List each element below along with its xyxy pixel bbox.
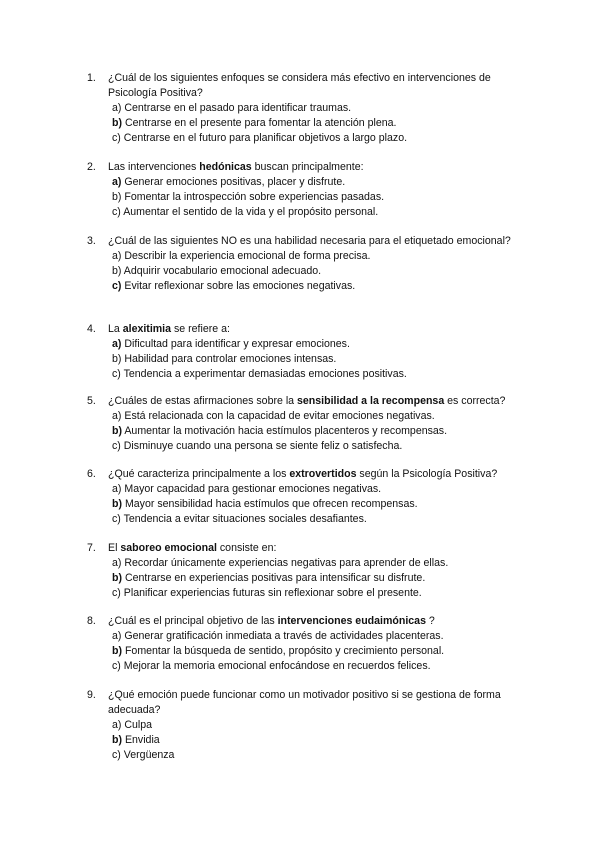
- option-letter: c): [112, 132, 121, 144]
- options-list: [92, 482, 532, 527]
- option-b: [112, 352, 532, 367]
- options-list: [92, 556, 532, 601]
- option-b: [112, 571, 532, 586]
- option-a: [112, 101, 532, 116]
- option-a: [112, 556, 532, 571]
- key-term: hedónicas: [199, 161, 252, 173]
- option-text: Generar emociones positivas, placer y disfrute.: [124, 176, 346, 188]
- question-text-segment: buscan principalmente:: [251, 161, 364, 173]
- option-c: [112, 279, 532, 294]
- option-b: [112, 424, 532, 439]
- option-c: [112, 439, 532, 454]
- option-letter: a): [112, 630, 122, 642]
- option-c: [112, 367, 532, 382]
- option-letter: c): [112, 280, 122, 292]
- question-text-segment: El: [108, 542, 121, 554]
- question-4: 4 La alexitimia se refiere a: a) Dificultad para identificar y expresar emociones. b) Habilidad para controlar emociones intensas. c) Tendencia a experimentar demasiadas emociones positivas.: [92, 322, 532, 382]
- question-text-segment: ¿Cuál de los siguientes enfoques se considera más efectivo en intervenciones de Psicología Positiva?: [108, 72, 491, 99]
- option-text: Recordar únicamente experiencias negativas para aprender de ellas.: [124, 557, 449, 569]
- option-text: Centrarse en el presente para fomentar la atención plena.: [124, 117, 397, 129]
- option-text: Culpa: [124, 719, 153, 731]
- option-a: [112, 409, 532, 424]
- option-text: Mayor capacidad para gestionar emociones negativas.: [124, 483, 382, 495]
- question-text-segment: La: [108, 323, 123, 335]
- option-b: [112, 116, 532, 131]
- option-letter: c): [112, 513, 121, 525]
- option-c: [112, 205, 532, 220]
- question-text: [92, 394, 532, 409]
- question-text-segment: ¿Cuál de las siguientes NO es una habilidad necesaria para el etiquetado emocional?: [108, 235, 511, 247]
- question-text-segment: se refiere a:: [171, 323, 230, 335]
- question-7: 7 El saboreo emocional consiste en: a) Recordar únicamente experiencias negativas para aprender de ellas. b) Centrarse en experiencias positivas para intensificar su disfrute. c) Planificar experiencias futuras sin reflexionar sobre el presente.: [92, 541, 532, 601]
- option-c: [112, 659, 532, 674]
- options-list: [92, 175, 532, 220]
- option-text: Adquirir vocabulario emocional adecuado.: [123, 265, 322, 277]
- option-c: [112, 748, 532, 763]
- option-letter: b): [112, 191, 122, 203]
- question-3: 3 ¿Cuál de las siguientes NO es una habilidad necesaria para el etiquetado emocional? a) Describir la experiencia emocional de forma precisa. b) Adquirir vocabulario emocional adecuado. c) Evitar reflexionar sobre las emociones negativas.: [92, 234, 532, 294]
- key-term: sensibilidad a la recompensa: [297, 395, 445, 407]
- option-text: Habilidad para controlar emociones intensas.: [124, 353, 337, 365]
- option-text: Vergüenza: [123, 749, 175, 761]
- option-text: Describir la experiencia emocional de forma precisa.: [124, 250, 371, 262]
- option-letter: c): [112, 368, 121, 380]
- option-text: Envidia: [124, 734, 160, 746]
- question-text-segment: según la Psicología Positiva?: [356, 468, 498, 480]
- option-text: Fomentar la introspección sobre experiencias pasadas.: [124, 191, 385, 203]
- option-a: [112, 482, 532, 497]
- option-letter: a): [112, 250, 122, 262]
- option-letter: b): [112, 572, 122, 584]
- key-term: saboreo emocional: [120, 542, 217, 554]
- option-letter: c): [112, 206, 121, 218]
- question-8: 8 ¿Cuál es el principal objetivo de las intervenciones eudaimónicas ? a) Generar gratificación inmediata a través de actividades placenteras. b) Fomentar la búsqueda de sentido, propósito y crecimiento personal. c) Mejorar la memoria emocional enfocándose en recuerdos felices.: [92, 614, 532, 674]
- option-text: Evitar reflexionar sobre las emociones negativas.: [124, 280, 356, 292]
- option-letter: b): [112, 353, 122, 365]
- option-letter: b): [112, 645, 122, 657]
- option-b: [112, 733, 532, 748]
- option-a: [112, 249, 532, 264]
- option-text: Centrarse en experiencias positivas para intensificar su disfrute.: [124, 572, 426, 584]
- option-text: Aumentar el sentido de la vida y el propósito personal.: [123, 206, 379, 218]
- question-text-segment: ?: [425, 615, 435, 627]
- question-text-segment: es correcta?: [444, 395, 506, 407]
- option-c: [112, 512, 532, 527]
- option-a: [112, 629, 532, 644]
- question-text: [92, 688, 532, 718]
- option-text: Aumentar la motivación hacia estímulos placenteros y recompensas.: [124, 425, 448, 437]
- option-letter: b): [112, 498, 122, 510]
- question-text: [92, 71, 532, 101]
- question-text: [92, 234, 532, 249]
- question-text-segment: consiste en:: [216, 542, 277, 554]
- options-list: [92, 101, 532, 146]
- option-letter: a): [112, 102, 122, 114]
- option-letter: a): [112, 719, 122, 731]
- options-list: [92, 409, 532, 454]
- question-text-segment: ¿Qué emoción puede funcionar como un motivador positivo si se gestiona de forma adecuada?: [108, 689, 501, 716]
- option-letter: a): [112, 483, 122, 495]
- question-1: 1 ¿Cuál de los siguientes enfoques se considera más efectivo en intervenciones de Psicología Positiva? a) Centrarse en el pasado para identificar traumas. b) Centrarse en el presente para fomentar la atención plena. c) Centrarse en el futuro para planificar objetivos a largo plazo.: [92, 71, 532, 146]
- option-letter: b): [112, 734, 122, 746]
- option-a: [112, 337, 532, 352]
- option-text: Está relacionada con la capacidad de evitar emociones negativas.: [124, 410, 435, 422]
- option-letter: c): [112, 749, 121, 761]
- option-c: [112, 131, 532, 146]
- option-text: Tendencia a evitar situaciones sociales desafiantes.: [123, 513, 367, 525]
- option-text: Disminuye cuando una persona se siente feliz o satisfecha.: [123, 440, 403, 452]
- question-text-segment: Las intervenciones: [108, 161, 200, 173]
- option-text: Planificar experiencias futuras sin reflexionar sobre el presente.: [123, 587, 422, 599]
- question-text: [92, 160, 532, 175]
- question-text: [92, 467, 532, 482]
- option-letter: c): [112, 440, 121, 452]
- option-b: [112, 644, 532, 659]
- option-a: [112, 175, 532, 190]
- option-letter: b): [112, 117, 122, 129]
- question-text-segment: ¿Cuáles de estas afirmaciones sobre la: [108, 395, 298, 407]
- question-text: [92, 614, 532, 629]
- option-b: [112, 264, 532, 279]
- option-letter: c): [112, 587, 121, 599]
- option-letter: b): [112, 265, 122, 277]
- option-c: [112, 586, 532, 601]
- option-text: Mayor sensibilidad hacia estímulos que ofrecen recompensas.: [124, 498, 418, 510]
- option-letter: a): [112, 176, 122, 188]
- key-term: alexitimia: [122, 323, 172, 335]
- question-2: 2 Las intervenciones hedónicas buscan principalmente: a) Generar emociones positivas, placer y disfrute. b) Fomentar la introspección sobre experiencias pasadas. c) Aumentar el sentido de la vida y el propósito personal.: [92, 160, 532, 220]
- question-text: [92, 541, 532, 556]
- option-text: Tendencia a experimentar demasiadas emociones positivas.: [123, 368, 407, 380]
- option-letter: a): [112, 410, 122, 422]
- question-text-segment: ¿Qué caracteriza principalmente a los: [108, 468, 290, 480]
- option-text: Mejorar la memoria emocional enfocándose en recuerdos felices.: [123, 660, 431, 672]
- question-text-segment: ¿Cuál es el principal objetivo de las: [108, 615, 278, 627]
- option-text: Centrarse en el pasado para identificar traumas.: [124, 102, 352, 114]
- options-list: [92, 718, 532, 763]
- options-list: [92, 249, 532, 294]
- option-a: [112, 718, 532, 733]
- question-5: 5 ¿Cuáles de estas afirmaciones sobre la sensibilidad a la recompensa es correcta? a) Está relacionada con la capacidad de evitar emociones negativas. b) Aumentar la motivación hacia estímulos placenteros y recompensas. c) Disminuye cuando una persona se siente feliz o satisfecha.: [92, 394, 532, 454]
- options-list: [92, 629, 532, 674]
- option-letter: a): [112, 557, 122, 569]
- option-letter: a): [112, 338, 122, 350]
- question-9: 9 ¿Qué emoción puede funcionar como un motivador positivo si se gestiona de forma adecuada? a) Culpa b) Envidia c) Vergüenza: [92, 688, 532, 763]
- option-b: [112, 190, 532, 205]
- option-text: Generar gratificación inmediata a través de actividades placenteras.: [124, 630, 444, 642]
- option-text: Fomentar la búsqueda de sentido, propósito y crecimiento personal.: [124, 645, 445, 657]
- option-b: [112, 497, 532, 512]
- option-text: Centrarse en el futuro para planificar objetivos a largo plazo.: [123, 132, 408, 144]
- options-list: [92, 337, 532, 382]
- key-term: extrovertidos: [289, 468, 357, 480]
- option-letter: b): [112, 425, 122, 437]
- question-6: 6 ¿Qué caracteriza principalmente a los extrovertidos según la Psicología Positiva? a) Mayor capacidad para gestionar emociones negativas. b) Mayor sensibilidad hacia estímulos que ofrecen recompensas. c) Tendencia a evitar situaciones sociales desafiantes.: [92, 467, 532, 527]
- question-text: [92, 322, 532, 337]
- option-letter: c): [112, 660, 121, 672]
- option-text: Dificultad para identificar y expresar emociones.: [124, 338, 350, 350]
- key-term: intervenciones eudaimónicas: [277, 615, 426, 627]
